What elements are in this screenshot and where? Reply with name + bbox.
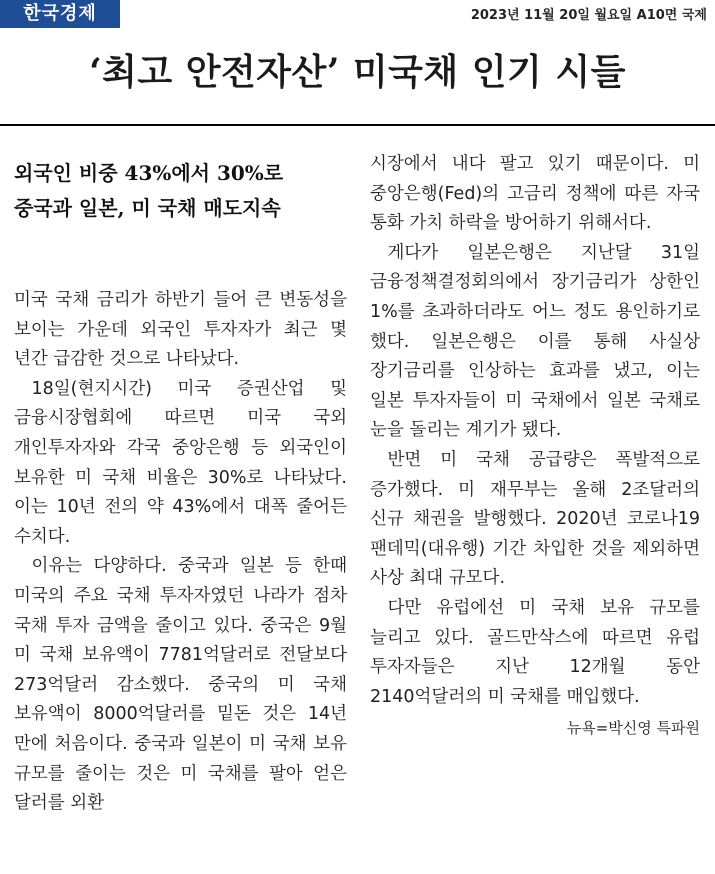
paragraph-2: 18일(현지시간) 미국 증권산업 및 금융시장협회에 따르면 미국 국외 개인투자자와 각국 중앙은행 등 외국인이 보유한 미 국채 비율은 30%로 나타났다. 이는 10년 전의 약 43%에서 대폭 줄어든 수치다. xyxy=(14,378,347,547)
masthead xyxy=(0,0,715,28)
article-headline: ‘최고 안전자산’ 미국채 인기 시들 xyxy=(89,51,626,93)
subheadline xyxy=(14,150,347,226)
paragraph-5: 반면 미 국채 공급량은 폭발적으로 증가했다. 미 재무부는 올해 2조달러의 신규 채권을 발행했다. 2020년 코로나19 팬데믹(대유행) 기간 차입한 것을 제외하면 사상 최대 규모다. xyxy=(370,449,700,589)
subheadline-line-1: 외국인 비중 43%에서 30%로 xyxy=(14,161,284,185)
paragraph-4: 게다가 일본은행은 지난달 31일 금융정책결정회의에서 장기금리가 상한인 1%를 초과하더라도 어느 정도 용인하기로 했다. 일본은행은 이를 통해 사실상 장기금리를 인상하는 효과를 냈고, 이는 일본 투자자들이 미 국채에서 일본 국채로 눈을 돌리는 계기가 됐다. xyxy=(370,242,700,441)
article-column-right xyxy=(370,150,700,744)
dateline: 2023년 11월 20일 월요일 A10면 국제 xyxy=(470,8,707,23)
headline-rule xyxy=(0,124,715,126)
article-column-left xyxy=(14,150,347,819)
paragraph-3-continued: 시장에서 내다 팔고 있기 때문이다. 미 중앙은행(Fed)의 고금리 정책에 따른 자국 통화 가치 하락을 방어하기 위해서다. xyxy=(370,154,700,234)
newspaper-logo: 한국경제 xyxy=(0,0,120,28)
paragraph-3-start: 이유는 다양하다. 중국과 일본 등 한때 미국의 주요 국채 투자자였던 나라가 점차 국채 투자 금액을 줄이고 있다. 중국은 9월 미 국채 보유액이 7781억달러로 전달보다 273억달러 감소했다. 중국의 미 국채 보유액이 8000억달러를 밑돈 것은 14년 만에 처음이다. 중국과 일본이 미 국채 보유 규모를 줄이는 것은 미 국채를 팔아 얻은 달러를 외환 xyxy=(14,556,347,814)
byline: 뉴욕=박신영 특파원 xyxy=(566,719,700,738)
paragraph-6: 다만 유럽에선 미 국채 보유 규모를 늘리고 있다. 골드만삭스에 따르면 유럽 투자자들은 지난 12개월 동안 2140억달러의 미 국채를 매입했다. xyxy=(370,597,700,707)
paragraph-1: 미국 국채 금리가 하반기 들어 큰 변동성을 보이는 가운데 외국인 투자자가 최근 몇 년간 급감한 것으로 나타났다. xyxy=(14,290,347,370)
subheadline-line-2: 중국과 일본, 미 국채 매도지속 xyxy=(14,196,281,220)
